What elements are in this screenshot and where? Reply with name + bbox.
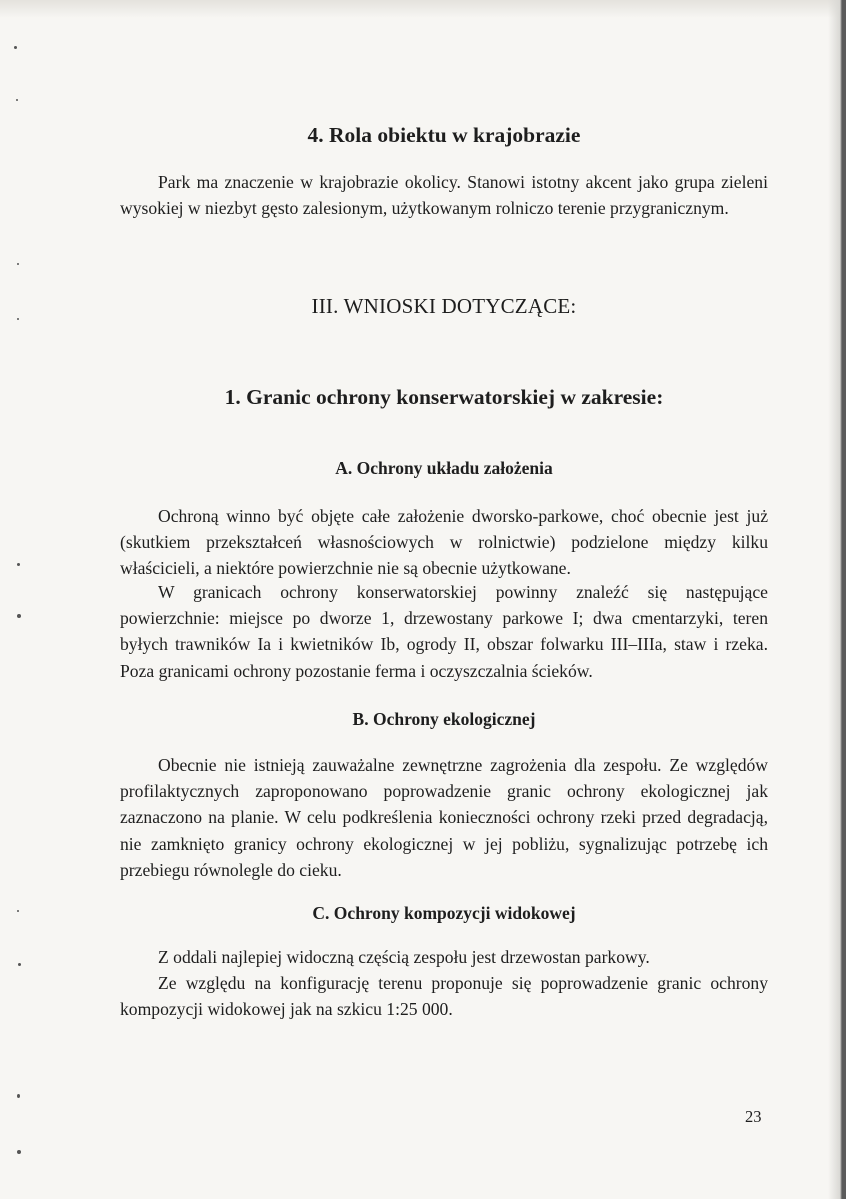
section-4-heading: 4. Rola obiektu w krajobrazie (307, 123, 581, 147)
subsection-a-heading: A. Ochrony układu założenia (335, 458, 553, 478)
subsection-a-paragraph-2: W granicach ochrony konserwatorskiej powinny znaleźć się następujące powierzchnie: miejsce po dworze 1, drzewostany parkowe I; dwa cmentarzyki, teren byłych trawników Ia i kwietników Ib, ogrody II, obszar folwarku III–IIIa, staw i rzeka. Poza granicami ochrony pozostanie ferma i oczyszczalnia ścieków. (120, 582, 768, 681)
scan-speck (17, 563, 20, 566)
subsection-c-paragraph-1: Z oddali najlepiej widoczną częścią zespołu jest drzewostan parkowy. (158, 947, 650, 967)
scan-speck (17, 910, 19, 912)
section-iii-heading: III. WNIOSKI DOTYCZĄCE: (311, 294, 577, 318)
scan-speck (17, 263, 19, 265)
subsection-c-paragraph-2: Ze względu na konfigurację terenu proponuje się poprowadzenie granic ochrony kompozycji widokowej jak na szkicu 1:25 000. (120, 973, 768, 1020)
scan-edge-right (828, 0, 846, 1199)
page-number: 23 (745, 1107, 762, 1126)
scan-speck (17, 1150, 21, 1154)
scan-speck (17, 318, 19, 320)
subsection-a-paragraph-1: Ochroną winno być objęte całe założenie dworsko-parkowe, choć obecnie jest już (skutkiem przekształceń własnościowych w rolnictwie) podzielone między kilku właścicieli, a niektóre powierzchnie nie są obecnie użytkowane. (120, 506, 768, 579)
subsection-b-paragraph: Obecnie nie istnieją zauważalne zewnętrzne zagrożenia dla zespołu. Ze względów profilaktycznych zaproponowano poprowadzenie granic ochrony ekologicznej jak zaznaczono na planie. W celu podkreślenia konieczności ochrony rzeki przed degradacją, nie zamknięto granicy ochrony ekologicznej w jej pobliżu, sygnalizując potrzebę ich przebiegu równolegle do cieku. (120, 755, 768, 880)
scan-edge-top (0, 0, 846, 18)
scan-speck (17, 614, 21, 618)
scan-speck (17, 1094, 20, 1098)
scan-speck (14, 46, 17, 49)
subsection-c-heading: C. Ochrony kompozycji widokowej (312, 903, 576, 923)
subsection-b-heading: B. Ochrony ekologicznej (352, 709, 536, 729)
scan-speck (16, 99, 18, 101)
scan-speck (18, 963, 21, 966)
section-1-heading: 1. Granic ochrony konserwatorskiej w zakresie: (224, 385, 664, 409)
section-4-paragraph: Park ma znaczenie w krajobrazie okolicy. Stanowi istotny akcent jako grupa zieleni wysokiej w niezbyt gęsto zalesionym, użytkowanym rolniczo terenie przygranicznym. (120, 172, 768, 219)
